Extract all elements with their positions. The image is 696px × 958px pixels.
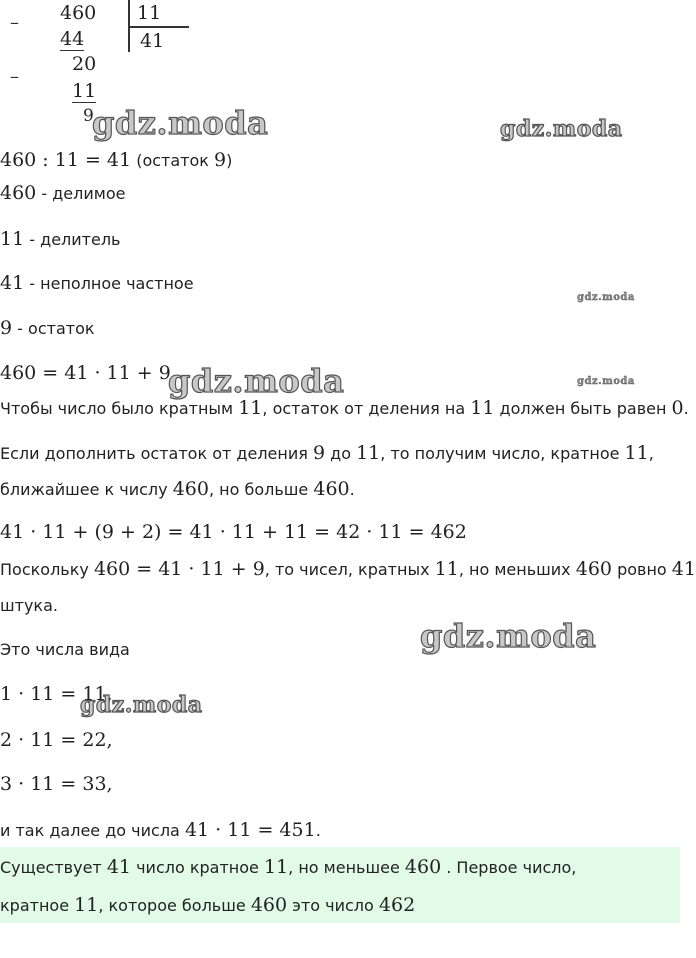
equation-line: 460 = 41 · 11 + 9 <box>0 362 171 384</box>
remainder-line: 9 - остаток <box>0 317 95 339</box>
text-line: и так далее до числа 41 · 11 = 451. <box>0 819 321 841</box>
minus-sign: – <box>10 66 19 87</box>
divisor-line: 11 - делитель <box>0 228 121 250</box>
minus-sign: – <box>10 12 19 33</box>
watermark: gdz.moda <box>577 292 635 303</box>
equation-line: 41 · 11 + (9 + 2) = 41 · 11 + 11 = 42 · 11 = 462 <box>0 521 467 543</box>
text-line: штука. <box>0 596 58 615</box>
equation-line: 1 · 11 = 11, <box>0 683 113 705</box>
equation-line: 3 · 11 = 33, <box>0 773 113 795</box>
watermark: gdz.moda <box>500 116 623 142</box>
subtrahend-2: 11 <box>72 80 97 102</box>
conclusion-line: Существует 41 число кратное 11, но меньшее 460 . Первое число, <box>0 856 577 878</box>
divisor: 11 <box>137 2 162 24</box>
dividend: 460 <box>60 2 97 24</box>
text-line: ближайшее к числу 460, но больше 460. <box>0 478 355 500</box>
division-result-line: 460 : 11 = 41 (остаток 9) <box>0 149 233 171</box>
watermark: gdz.moda <box>92 104 269 142</box>
quotient-line: 41 - неполное частное <box>0 272 194 294</box>
division-horizontal-bar <box>129 26 189 28</box>
conclusion-line: кратное 11, которое больше 460 это число 462 <box>0 894 416 916</box>
equation-line: 2 · 11 = 22, <box>0 729 113 751</box>
watermark: gdz.moda <box>420 617 597 655</box>
text-line: Чтобы число было кратным 11, остаток от деления на 11 должен быть равен 0. <box>0 397 689 419</box>
partial-dividend: 20 <box>72 53 97 75</box>
watermark: gdz.moda <box>168 362 345 400</box>
text-line: Это числа вида <box>0 640 130 659</box>
quotient: 41 <box>140 30 165 52</box>
watermark: gdz.moda <box>577 376 635 387</box>
remainder: 9 <box>83 106 94 126</box>
text-line: Если дополнить остаток от деления 9 до 11, то получим число, кратное 11, <box>0 442 654 464</box>
dividend-line: 460 - делимое <box>0 182 126 204</box>
subtrahend-1: 44 <box>60 28 85 50</box>
text-line: Поскольку 460 = 41 · 11 + 9, то чисел, кратных 11, но меньших 460 ровно 41 <box>0 558 696 580</box>
watermark: gdz.moda <box>80 692 203 718</box>
